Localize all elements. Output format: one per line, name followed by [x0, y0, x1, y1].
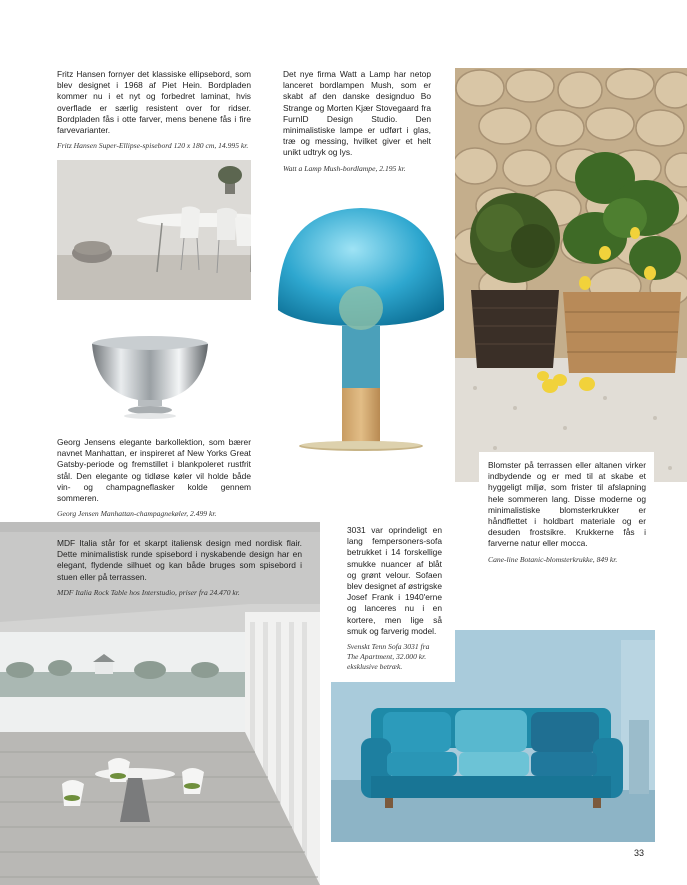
georg-jensen-body: Georg Jensens elegante barkollektion, som bærer navnet Manhattan, er inspireret af New Yorks Great Gatsby-periode og fremstillet i blankpoleret rustfrit stål. Den elegante og tidløse køler vil holde både vin- og champagneflasker kolde gennem sommeren. [57, 437, 251, 504]
fritz-hansen-caption: Fritz Hansen Super-Ellipse-spisebord 120 x 180 cm, 14.995 kr. [57, 141, 249, 151]
champagne-cooler-photo [90, 330, 210, 420]
fritz-hansen-article [57, 69, 251, 151]
cane-line-caption: Cane-line Botanic-blomsterkrukke, 849 kr. [488, 554, 618, 564]
page-number: 33 [634, 848, 645, 858]
planters-terrace-photo [455, 68, 687, 482]
mush-lamp-photo [272, 180, 450, 452]
watt-a-lamp-body: Det nye firma Watt a Lamp har netop lanceret bordlampen Mush, som er skabt af den danske designduo Bo Strange og Morten Kjær Stovegaard fra FurnID Design Studio. Den minimalistiske lampe er udført i glas, træ og messing, hvilket giver et helt unikt udtryk og lys. [283, 69, 431, 158]
fritz-hansen-body: Fritz Hansen fornyer det klassiske ellipsebord, som blev designet i 1968 af Piet Hein. Bordpladen kommer nu i et nyt og forbedret laminat, hvis overflade er særlig resistent over for ridser. Bordpladen fås i otte farver, mens benene fås i fire farvevarianter. [57, 69, 251, 136]
svenskt-tenn-body: 3031 var oprindeligt en lang fempersoners-sofa betrukket i 14 forskellige smukke nuancer af blåt og grønt velour. Sofaen blev designet af østrigske Josef Frank i 1940'erne og lanceres nu i en kortere, men lige så smuk og farverig model. [347, 525, 442, 636]
cane-line-article [488, 460, 646, 565]
georg-jensen-article [57, 437, 251, 519]
watt-a-lamp-article [283, 69, 431, 174]
svenskt-tenn-article [347, 525, 442, 672]
mdf-italia-body: MDF Italia står for et skarpt italiensk design med nordisk flair. Dette minimalistisk runde spisebord i nyskabende design har en elegant, flydende silhuet og kan både bruges som spisebord i stuen eller på terrassen. [57, 538, 302, 582]
fritz-hansen-table-photo [57, 160, 251, 300]
cane-line-body: Blomster på terrassen eller altanen virker indbydende og er med til at skabe et hyggeligt miljø, som frister til afslapning hele sommeren lang. Disse moderne og minimalistiske blomsterkrukker er håndflettet i holdbart materiale og er desuden frostsikre. Krukkerne fås i farverne natur eller mocca. [488, 460, 646, 549]
mdf-italia-caption: MDF Italia Rock Table hos Interstudio, priser fra 24.470 kr. [57, 587, 240, 597]
svenskt-tenn-caption: Svenskt Tenn Sofa 3031 fra The Apartment, 32.000 kr. eksklusive betræk. [347, 642, 430, 672]
georg-jensen-caption: Georg Jensen Manhattan-champagnekøler, 2.499 kr. [57, 509, 217, 519]
mdf-italia-article [57, 538, 302, 598]
watt-a-lamp-caption: Watt a Lamp Mush-bordlampe, 2.195 kr. [283, 163, 406, 173]
